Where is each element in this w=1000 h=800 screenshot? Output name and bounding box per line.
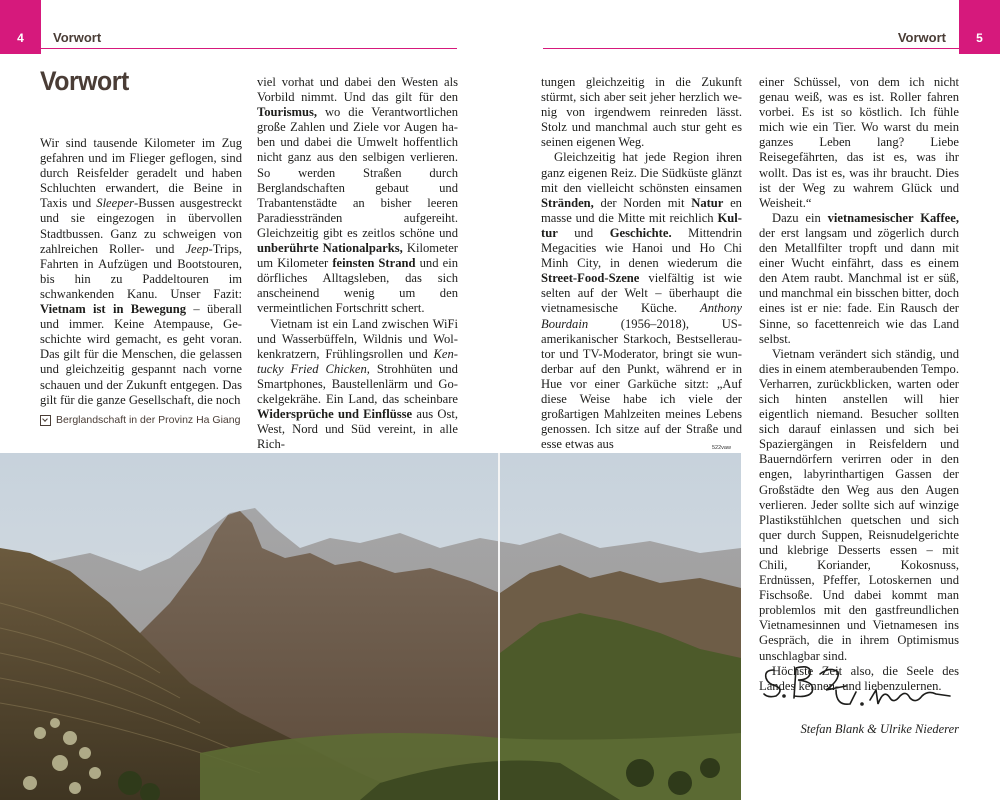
- header-rule-right: [543, 48, 959, 49]
- text-column-2: [257, 75, 458, 452]
- running-head-left: Vorwort: [53, 30, 102, 45]
- paragraph: Wir sind tausende Kilometer im Zug gefahren und im Flieger geflogen, sind durch Reisfelder geradelt und haben Schluchten erwandert, die Beine in Taxis und Sleeper-Bussen ausgestreckt und sie eingezogen in übervollen Stadtbussen. Ganz zu schweigen von zahlreichen Roller- und Jeep-Trips, Fahrten in Aufzügen und Bootstouren, bis hin zu Paddeltouren im schwankenden Kanu. Unser Fazit: Vietnam ist in Bewegung – überall und immer. Keine Atempause, Geschichte wird gemacht, es geht voran. Das gilt für die Menschen, die gelassen und gleichzeitig gespannt nach vorne schauen und der Zukunft entgegen. Das gilt für die ganze Gesellschaft, die noch: [40, 136, 242, 407]
- paragraph: Dazu ein vietnamesischer Kaffee, der erst langsam und zögerlich durch den Metallfilter tropft und dann mit einer Wucht einfährt, dass es einem den Atem raubt. Manchmal ist er süß, und manchmal ein bisschen bitter, doch eines ist er nie: fade. Ein Rausch der Sinne, so facettenreich wie das Land selbst.: [759, 210, 959, 346]
- paragraph: viel vorhat und dabei den Westen als Vorbild nimmt. Und das gilt für den Tourismus, wo die Verantwortlichen große Zahlen und Ziele vor Augen haben und dabei die Umwelt hoffentlich nicht ganz aus den selbigen verlieren. So werden Straßen durch Berglandschaften gebaut und Trabantenstädte an bisher leeren Paradiesstränden aufgereiht. Gleichzeitig gibt es zeitlos schöne und unberührte Nationalparks, Kilometer um Kilometer feinsten Strand und ein dörfliches Alltagsleben, das sich anscheinend wenig um den vermeintlichen Fortschritt schert.: [257, 75, 459, 316]
- paragraph: Vietnam verändert sich ständig, und dies in einem atemberaubenden Tempo. Verharren, zurückblicken, warten oder sich hinten anstellen will hier eigentlich niemand. Besucher sollten sich darauf einlassen und sich bei Spaziergängen in Reisfeldern und Bauerndörfern verirren oder in den engen, labyrinthartigen Gassen der Großstädte den Weg aus den Augen verlieren. Jeder sollte sich auf winzige Plastikstühlchen quetschen und sich quer durch Suppen, Reisnudelgerichte und klebrige Desserts essen – mit Chili, Koriander, Kokosnuss, Erdnüssen, Pfeffer, Lotoskernen und Fischsoße. Und dabei kommt man problemlos mit den gastfreundlichen Vietnamesinnen und Vietnamesen ins Gespräch, die in ihrem Optimismus unschlagbar sind.: [759, 346, 959, 663]
- caption-arrow-icon: [40, 415, 51, 426]
- page-number-tab-left: [0, 0, 41, 54]
- caption-text: Berglandschaft in der Provinz Ha Giang: [56, 414, 241, 426]
- paragraph: einer Schüssel, von dem ich nicht genau weiß, was es ist. Roller fahren vorbei. Es ist so köstlich. Ich fühle mich wie ein Tier. Wo warst du mein ganzes Leben lang? Liebe Reisegefährten, das ist es, was ihr wollt. Das ist es, was ihr braucht. Dies ist der Weg zu wahrem Glück und Weisheit.“: [759, 75, 959, 210]
- photo-credit-code: 522vaw: [712, 445, 731, 451]
- page-number-tab-right: [959, 0, 1000, 54]
- paragraph: Höchste Zeit also, die Seele des Landes kennen- und liebenzulernen.: [759, 663, 959, 693]
- signature-names: Stefan Blank & Ulrike Niederer: [800, 722, 959, 736]
- page-gutter: [498, 453, 500, 800]
- page-number-right: 5: [976, 31, 983, 45]
- landscape-photo: [0, 453, 741, 800]
- text-column-1: [40, 136, 242, 408]
- paragraph: tungen gleichzeitig in die Zukunft stürmt, sich aber seit jeher herzlich wenig von irgendwem reinreden lässt. Stolz und manchmal auch stur geht es seinen eigenen Weg.: [541, 75, 742, 150]
- paragraph: Gleichzeitig hat jede Region ihren ganz eigenen Reiz. Die Südküste glänzt mit den vielleicht schönsten einsamen Stränden, der Norden mit Natur en masse und die Mitte mit reichlich Kultur und Geschichte. Mittendrin Megacities wie Hanoi und Ho Chi Minh City, in denen wiederum die Street-Food-Szene vielfältig ist wie selten auf der Welt – überhaupt die vietnamesische Küche. Anthony Bourdain (1956–2018), US-amerikanischer Starkoch, Bestsellerautor und TV-Moderator, bringt sie wunderbar auf den Punkt, während er in Hue vor einer Garküche sitzt: „Auf diese Weise habe ich viele der großartigen Mahlzeiten meines Lebens genossen. Ich sitze auf der Straße und esse etwas aus: [541, 150, 742, 452]
- page-number-left: 4: [17, 31, 24, 45]
- photo-caption: [40, 414, 240, 426]
- paragraph: Vietnam ist ein Land zwischen WiFi und Wasserbüffeln, Wildnis und Wolkenkratzern, Frühlingsrollen und Kentucky Fried Chicken, Strohhüten und Smartphones, Baustellenlärm und Gockelgekrähe. Ein Land, das scheinbare Widersprüche und Einflüsse aus Ost, West, Nord und Süd vereint, in alle Rich-: [257, 316, 459, 452]
- header-rule-left: [41, 48, 457, 49]
- running-head-right: Vorwort: [897, 30, 946, 45]
- text-column-4: [759, 75, 959, 694]
- authors-signature: [760, 660, 960, 716]
- chapter-title: Vorwort: [40, 66, 129, 96]
- text-column-3: [541, 75, 742, 452]
